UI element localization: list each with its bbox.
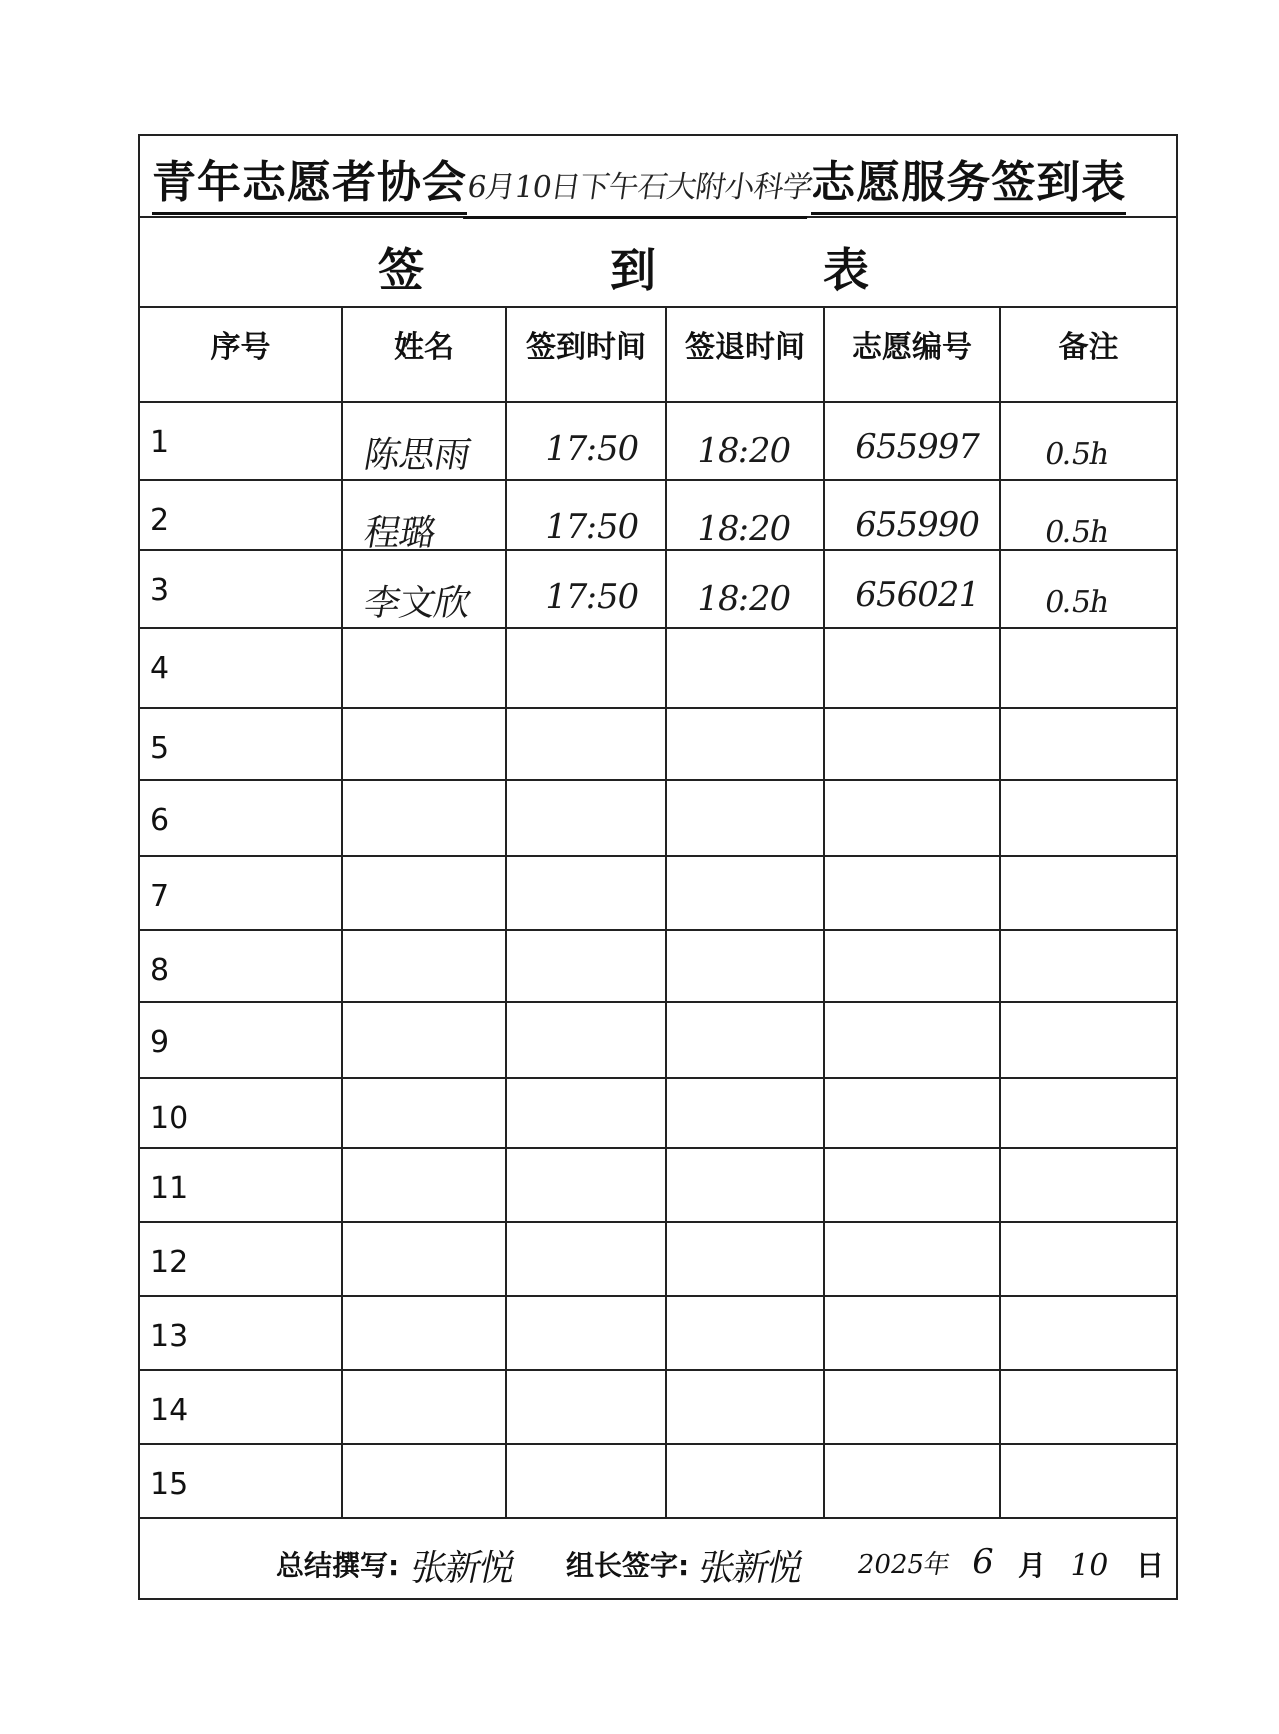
- cell-checkout: [666, 402, 824, 480]
- table-row: [140, 1078, 1176, 1148]
- row-number: 4: [150, 651, 170, 686]
- row-number: 14: [150, 1393, 189, 1428]
- cell-name: [342, 1148, 506, 1222]
- cell-checkout-value: 18:20: [693, 509, 794, 549]
- cell-checkin: [506, 1444, 666, 1518]
- cell-volunteer-id-value: 656021: [851, 575, 983, 615]
- row-number: 7: [150, 879, 170, 914]
- cell-seq: [140, 550, 342, 628]
- cell-checkout: [666, 1148, 824, 1222]
- date-day-value: 10: [1066, 1548, 1112, 1583]
- cell-checkout: [666, 628, 824, 708]
- cell-note: [1000, 628, 1176, 708]
- cell-name: [342, 856, 506, 930]
- cell-volunteer-id: [824, 856, 1000, 930]
- cell-checkin: [506, 708, 666, 780]
- table-row: [140, 708, 1176, 780]
- cell-note: [1000, 1296, 1176, 1370]
- table-row: [140, 856, 1176, 930]
- cell-checkout: [666, 1370, 824, 1444]
- cell-volunteer-id: [824, 1296, 1000, 1370]
- cell-note: [1000, 480, 1176, 550]
- row-number: 8: [150, 953, 170, 988]
- table-row: [140, 930, 1176, 1002]
- cell-name: [342, 480, 506, 554]
- cell-checkout: [666, 1078, 824, 1148]
- table-row: [140, 628, 1176, 708]
- cell-checkout: [666, 708, 824, 780]
- cell-seq: [140, 1148, 342, 1222]
- table-row: [140, 402, 1176, 480]
- cell-seq: [140, 1002, 342, 1078]
- sign-in-sheet: [138, 134, 1178, 1600]
- header-seq: 序号: [140, 308, 342, 402]
- cell-checkout: [666, 856, 824, 930]
- footer: [140, 1526, 1176, 1598]
- cell-note-value: 0.5h: [1041, 585, 1112, 620]
- cell-checkin: [506, 628, 666, 708]
- date-day-label: 日: [1136, 1549, 1165, 1582]
- cell-seq: [140, 708, 342, 780]
- cell-name: [342, 1296, 506, 1370]
- cell-note: [1000, 1444, 1176, 1518]
- title-printed-prefix: 青年志愿者协会: [152, 146, 467, 215]
- cell-seq: [140, 1296, 342, 1370]
- cell-seq: [140, 1222, 342, 1296]
- table-row: [140, 1370, 1176, 1444]
- cell-name: [342, 1444, 506, 1518]
- cell-volunteer-id: [824, 1148, 1000, 1222]
- table-row: [140, 550, 1176, 628]
- cell-name: [342, 1222, 506, 1296]
- cell-name: [342, 1370, 506, 1444]
- cell-checkin: [506, 780, 666, 856]
- date-month-value: 6: [968, 1542, 998, 1582]
- cell-checkin-value: 17:50: [541, 507, 642, 547]
- table-row: [140, 1002, 1176, 1078]
- cell-note: [1000, 402, 1176, 480]
- cell-volunteer-id: [824, 1444, 1000, 1518]
- cell-note: [1000, 856, 1176, 930]
- leader-signature: 张新悦: [695, 1548, 806, 1589]
- cell-name-value: 程璐: [360, 513, 439, 554]
- table-row: [140, 1222, 1176, 1296]
- cell-seq: [140, 1078, 342, 1148]
- cell-volunteer-id: [824, 1222, 1000, 1296]
- cell-note-value: 0.5h: [1041, 437, 1112, 472]
- cell-seq: [140, 1444, 342, 1518]
- table-row: [140, 1296, 1176, 1370]
- cell-checkout: [666, 1002, 824, 1078]
- row-number: 1: [150, 425, 170, 460]
- title-printed-suffix: 志愿服务签到表: [811, 146, 1126, 215]
- cell-checkin: [506, 1222, 666, 1296]
- header-checkin: 签到时间: [506, 308, 666, 402]
- cell-checkout: [666, 1296, 824, 1370]
- date-year: 2025年: [854, 1550, 953, 1580]
- cell-note-value: 0.5h: [1041, 515, 1112, 550]
- cell-checkin-value: 17:50: [541, 577, 642, 617]
- cell-name-value: 陈思雨: [360, 435, 474, 476]
- cell-checkout: [666, 930, 824, 1002]
- row-number: 13: [150, 1319, 189, 1354]
- cell-checkout: [666, 480, 824, 550]
- cell-checkin: [506, 402, 666, 480]
- cell-volunteer-id: [824, 1370, 1000, 1444]
- table-row: [140, 1444, 1176, 1518]
- cell-volunteer-id: [824, 708, 1000, 780]
- subtitle-char-2: 到: [610, 243, 656, 297]
- cell-seq: [140, 1370, 342, 1444]
- cell-note: [1000, 1222, 1176, 1296]
- table-row: [140, 1148, 1176, 1222]
- cell-note: [1000, 1370, 1176, 1444]
- cell-checkout: [666, 1444, 824, 1518]
- cell-checkin: [506, 856, 666, 930]
- cell-note: [1000, 708, 1176, 780]
- cell-checkout: [666, 780, 824, 856]
- leader-signature-label: 组长签字:: [566, 1549, 690, 1582]
- cell-checkin: [506, 1370, 666, 1444]
- cell-volunteer-id: [824, 1078, 1000, 1148]
- subtitle-row: [140, 218, 1176, 308]
- title-row: [140, 136, 1176, 218]
- cell-checkin: [506, 1002, 666, 1078]
- row-number: 5: [150, 731, 170, 766]
- cell-volunteer-id: [824, 550, 1000, 628]
- header-name: 姓名: [342, 308, 506, 402]
- cell-checkin-value: 17:50: [541, 429, 642, 469]
- cell-checkin: [506, 1148, 666, 1222]
- form-title: [152, 146, 1126, 219]
- cell-checkout-value: 18:20: [693, 431, 794, 471]
- cell-seq: [140, 930, 342, 1002]
- cell-checkout: [666, 550, 824, 628]
- table-row: [140, 480, 1176, 550]
- cell-checkin: [506, 1078, 666, 1148]
- row-number: 12: [150, 1245, 189, 1280]
- cell-volunteer-id: [824, 1002, 1000, 1078]
- row-number: 15: [150, 1467, 189, 1502]
- row-number: 9: [150, 1025, 170, 1060]
- cell-checkout: [666, 1222, 824, 1296]
- cell-volunteer-id-value: 655997: [851, 427, 983, 467]
- cell-note: [1000, 550, 1176, 628]
- cell-seq: [140, 402, 342, 480]
- cell-checkin: [506, 550, 666, 628]
- cell-note: [1000, 1148, 1176, 1222]
- cell-name: [342, 628, 506, 708]
- row-number: 6: [150, 803, 170, 838]
- cell-name: [342, 1002, 506, 1078]
- cell-checkin: [506, 930, 666, 1002]
- title-handwritten-event: 6月10日下午石大附小科学: [463, 162, 815, 219]
- cell-checkin: [506, 1296, 666, 1370]
- summary-writer-label: 总结撰写:: [276, 1549, 400, 1582]
- sign-in-table: [140, 308, 1176, 1519]
- cell-note: [1000, 1002, 1176, 1078]
- cell-seq: [140, 780, 342, 856]
- cell-name: [342, 930, 506, 1002]
- cell-note: [1000, 780, 1176, 856]
- cell-volunteer-id: [824, 480, 1000, 550]
- summary-writer-signature: 张新悦: [407, 1548, 518, 1589]
- cell-name-value: 李文欣: [360, 583, 474, 624]
- table-header-row: [140, 308, 1176, 402]
- subtitle-char-1: 签: [378, 243, 424, 297]
- cell-name: [342, 402, 506, 480]
- cell-seq: [140, 856, 342, 930]
- cell-volunteer-id: [824, 402, 1000, 480]
- cell-name: [342, 780, 506, 856]
- cell-name: [342, 1078, 506, 1148]
- cell-seq: [140, 480, 342, 550]
- cell-checkout-value: 18:20: [693, 579, 794, 619]
- row-number: 11: [150, 1171, 189, 1206]
- cell-volunteer-id: [824, 780, 1000, 856]
- cell-name: [342, 550, 506, 628]
- cell-note: [1000, 1078, 1176, 1148]
- cell-seq: [140, 628, 342, 708]
- row-number: 3: [150, 573, 170, 608]
- cell-volunteer-id: [824, 628, 1000, 708]
- cell-note: [1000, 930, 1176, 1002]
- cell-checkin: [506, 480, 666, 550]
- cell-volunteer-id: [824, 930, 1000, 1002]
- table-row: [140, 780, 1176, 856]
- header-checkout: 签退时间: [666, 308, 824, 402]
- row-number: 2: [150, 503, 170, 538]
- header-volunteer-id: 志愿编号: [824, 308, 1000, 402]
- subtitle-char-3: 表: [823, 243, 869, 297]
- date-month-label: 月: [1018, 1549, 1047, 1582]
- cell-volunteer-id-value: 655990: [851, 505, 983, 545]
- cell-name: [342, 708, 506, 780]
- row-number: 10: [150, 1101, 189, 1136]
- header-note: 备注: [1000, 308, 1176, 402]
